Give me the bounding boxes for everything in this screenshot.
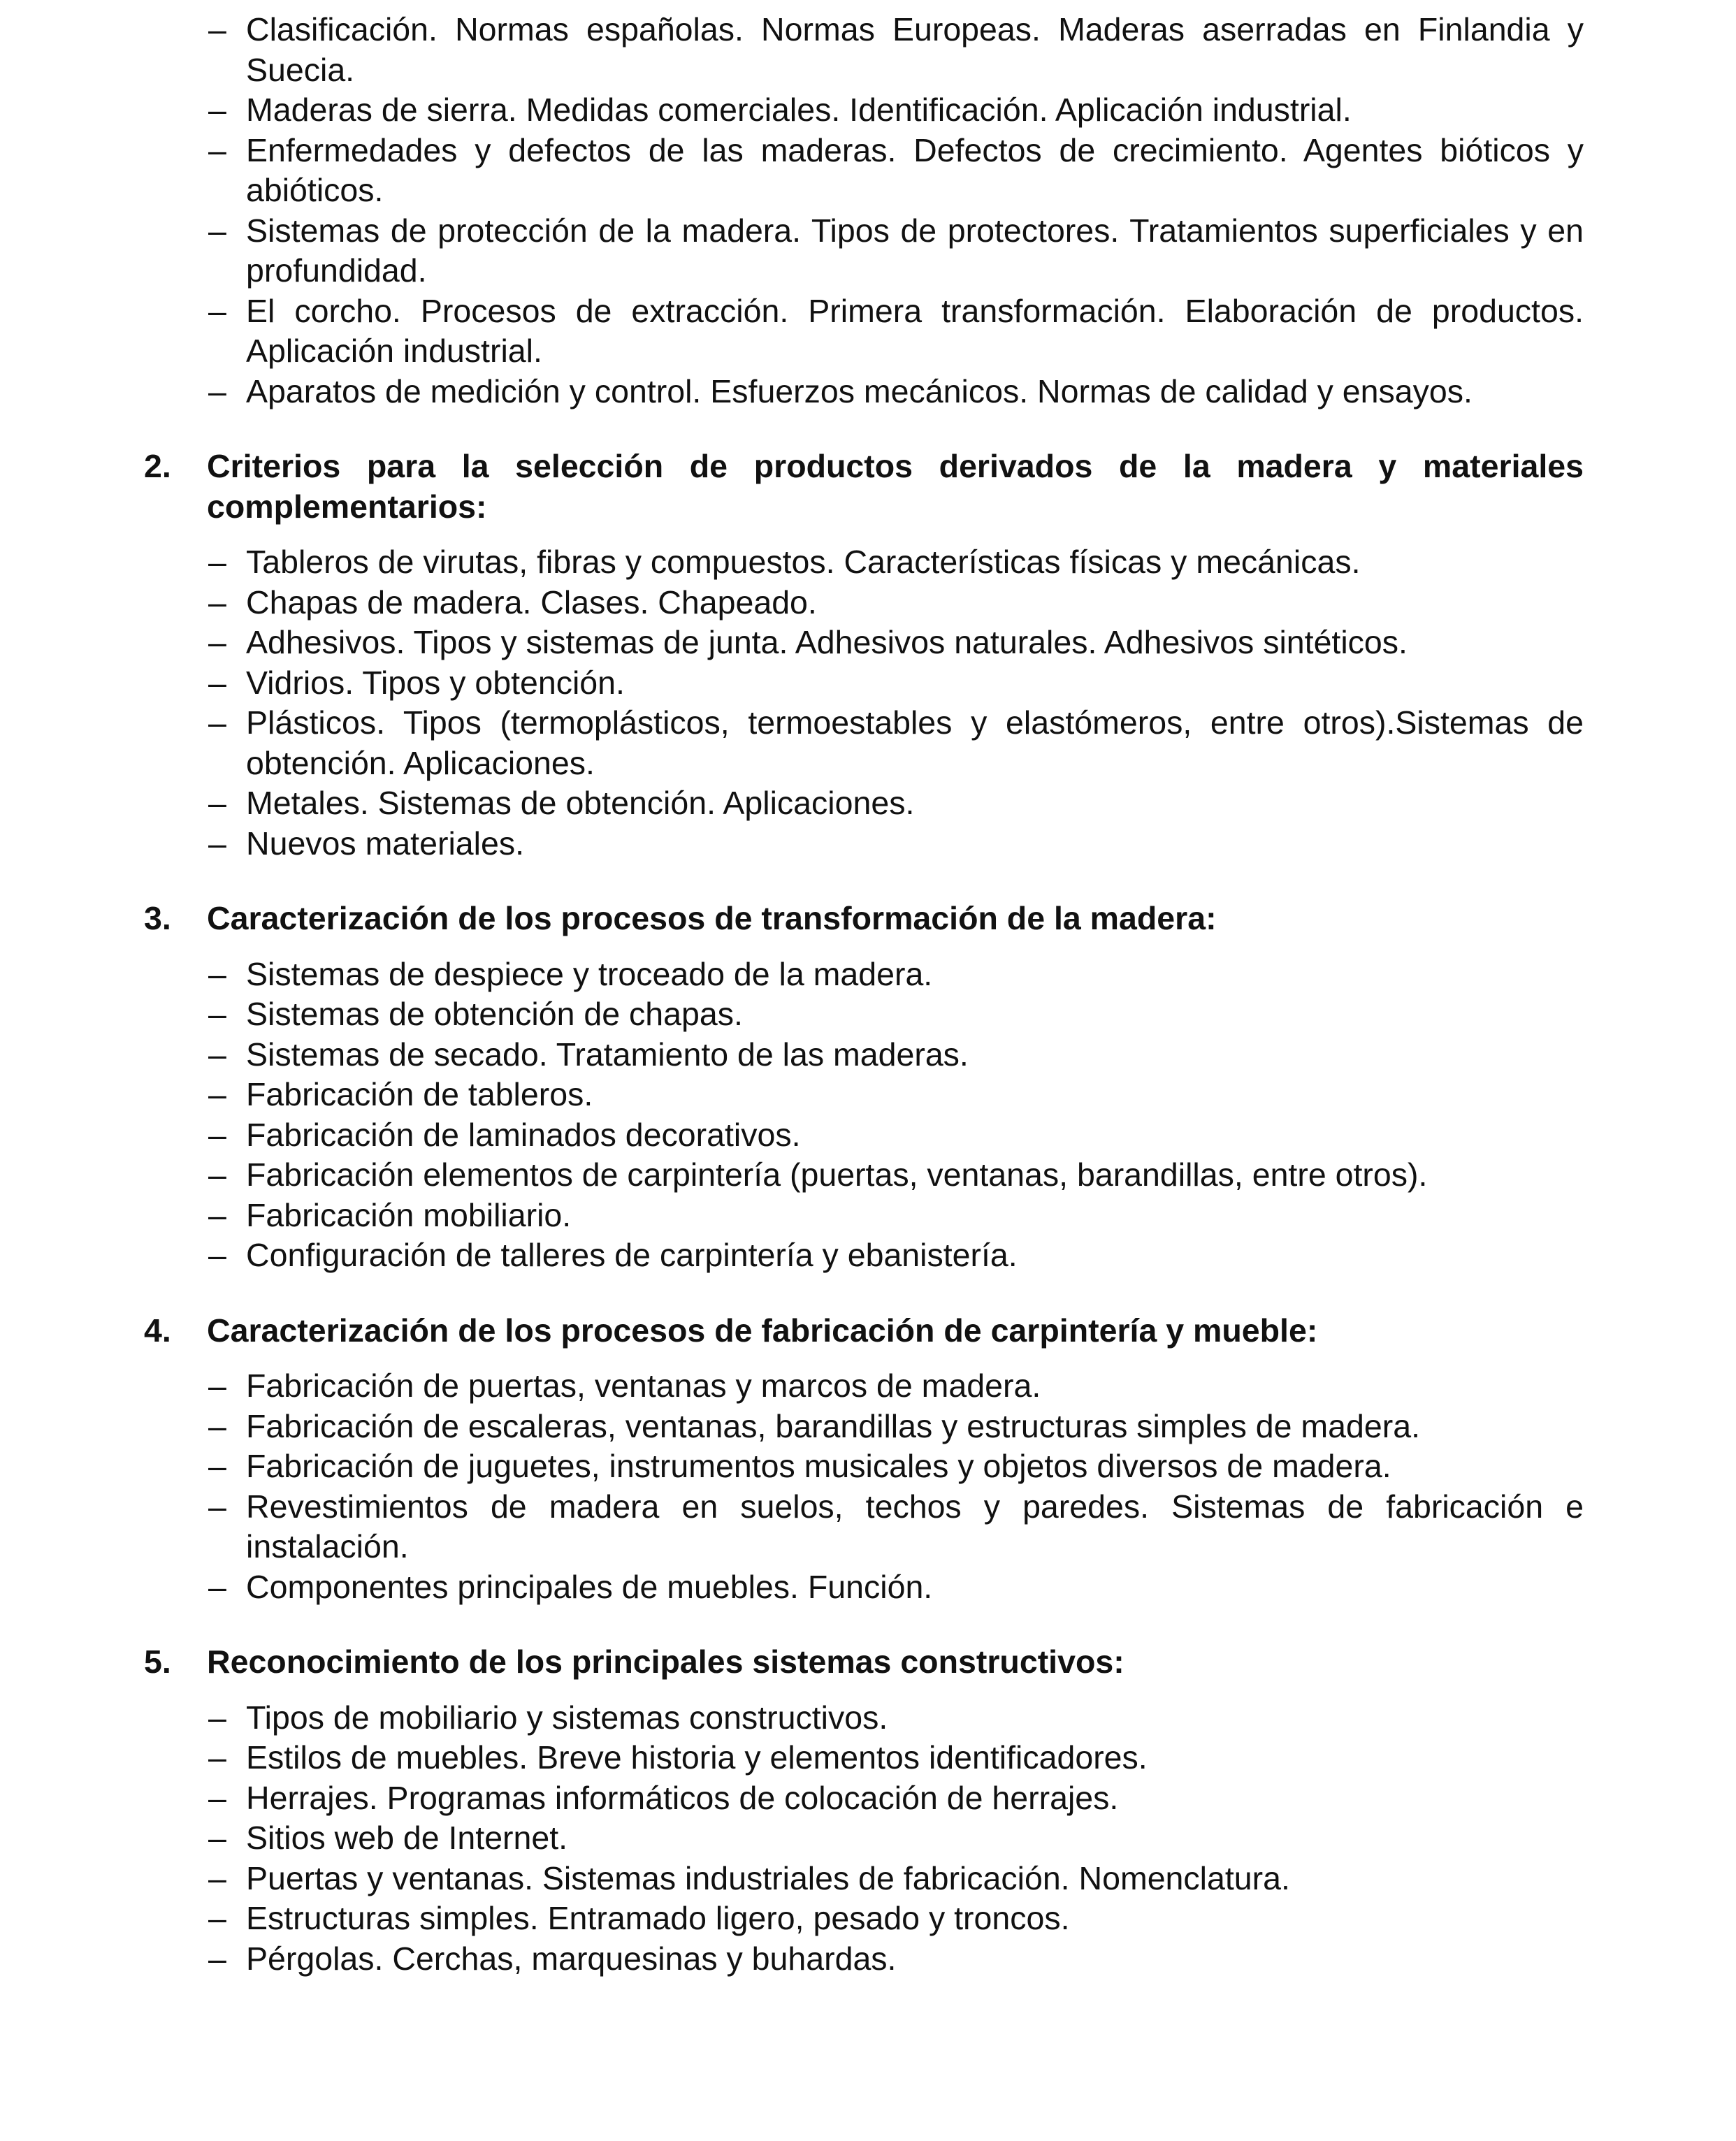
- section-5-list: [144, 1698, 1584, 1980]
- list-item-text: Configuración de talleres de carpintería y ebanistería.: [246, 1237, 1018, 1273]
- dash-bullet: –: [208, 212, 226, 249]
- list-item-text: Estilos de muebles. Breve historia y elementos identificadores.: [246, 1739, 1148, 1776]
- list-item-text: Fabricación de juguetes, instrumentos musicales y objetos diversos de madera.: [246, 1448, 1391, 1484]
- list-item-text: Revestimientos de madera en suelos, techos y paredes. Sistemas de fabricación e instalación.: [246, 1488, 1584, 1565]
- list-item: [144, 1859, 1584, 1899]
- list-item: [144, 1899, 1584, 1939]
- section-title: Reconocimiento de los principales sistemas constructivos:: [207, 1643, 1124, 1680]
- list-item: [144, 131, 1584, 211]
- list-item-text: Sitios web de Internet.: [246, 1820, 568, 1856]
- section-heading-5: [144, 1642, 1584, 1683]
- list-item-text: Enfermedades y defectos de las maderas. Defectos de crecimiento. Agentes bióticos y abióticos.: [246, 131, 1584, 208]
- list-item-text: Nuevos materiales.: [246, 825, 524, 862]
- list-item-text: Tipos de mobiliario y sistemas constructivos.: [246, 1699, 888, 1736]
- list-item: [144, 623, 1584, 663]
- section-title: Caracterización de los procesos de fabricación de carpintería y mueble:: [207, 1312, 1318, 1349]
- list-item-text: Estructuras simples. Entramado ligero, pesado y troncos.: [246, 1900, 1070, 1936]
- dash-bullet: –: [208, 1488, 226, 1525]
- list-item-text: Componentes principales de muebles. Función.: [246, 1568, 933, 1605]
- list-item-text: Fabricación mobiliario.: [246, 1196, 572, 1233]
- list-item-text: Fabricación elementos de carpintería (puertas, ventanas, barandillas, entre otros).: [246, 1156, 1428, 1193]
- list-item: [144, 1738, 1584, 1778]
- list-item-text: Vidrios. Tipos y obtención.: [246, 664, 625, 701]
- list-item-text: Maderas de sierra. Medidas comerciales. Identificación. Aplicación industrial.: [246, 92, 1352, 128]
- dash-bullet: –: [208, 624, 226, 660]
- intro-list: [144, 10, 1584, 412]
- list-item: [144, 1698, 1584, 1739]
- list-item: [144, 10, 1584, 90]
- list-item: [144, 542, 1584, 583]
- dash-bullet: –: [208, 825, 226, 862]
- dash-bullet: –: [208, 11, 226, 48]
- list-item-text: El corcho. Procesos de extracción. Primera transformación. Elaboración de productos. Aplicación industrial.: [246, 292, 1584, 369]
- section-heading-4: [144, 1311, 1584, 1351]
- section-title: Caracterización de los procesos de transformación de la madera:: [207, 900, 1217, 936]
- list-item: [144, 994, 1584, 1035]
- dash-bullet: –: [208, 1407, 226, 1444]
- list-item: [144, 1818, 1584, 1859]
- dash-bullet: –: [208, 1036, 226, 1073]
- dash-bullet: –: [208, 1739, 226, 1776]
- dash-bullet: –: [208, 785, 226, 821]
- list-item: [144, 1235, 1584, 1276]
- document-content: [144, 10, 1584, 1979]
- dash-bullet: –: [208, 1156, 226, 1193]
- section-3-list: [144, 955, 1584, 1276]
- list-item-text: Clasificación. Normas españolas. Normas Europeas. Maderas aserradas en Finlandia y Suecia.: [246, 11, 1584, 88]
- list-item: [144, 824, 1584, 864]
- list-item: [144, 1035, 1584, 1075]
- dash-bullet: –: [208, 1568, 226, 1605]
- list-item-text: Sistemas de obtención de chapas.: [246, 996, 743, 1032]
- dash-bullet: –: [208, 1076, 226, 1112]
- list-item: [144, 583, 1584, 623]
- list-item-text: Herrajes. Programas informáticos de colocación de herrajes.: [246, 1779, 1119, 1816]
- list-item-text: Pérgolas. Cerchas, marquesinas y buhardas.: [246, 1940, 897, 1977]
- list-item-text: Sistemas de despiece y troceado de la madera.: [246, 955, 933, 992]
- dash-bullet: –: [208, 664, 226, 701]
- list-item: [144, 1407, 1584, 1447]
- section-heading-3: [144, 899, 1584, 939]
- dash-bullet: –: [208, 1367, 226, 1404]
- dash-bullet: –: [208, 704, 226, 741]
- list-item-text: Fabricación de tableros.: [246, 1076, 593, 1112]
- section-2-list: [144, 542, 1584, 864]
- list-item-text: Adhesivos. Tipos y sistemas de junta. Adhesivos naturales. Adhesivos sintéticos.: [246, 624, 1408, 660]
- list-item-text: Tableros de virutas, fibras y compuestos. Características físicas y mecánicas.: [246, 544, 1361, 580]
- dash-bullet: –: [208, 1237, 226, 1273]
- list-item-text: Aparatos de medición y control. Esfuerzos mecánicos. Normas de calidad y ensayos.: [246, 372, 1473, 409]
- list-item-text: Metales. Sistemas de obtención. Aplicaciones.: [246, 785, 915, 821]
- dash-bullet: –: [208, 544, 226, 580]
- section-number: 4.: [144, 1312, 171, 1349]
- dash-bullet: –: [208, 996, 226, 1032]
- list-item-text: Plásticos. Tipos (termoplásticos, termoestables y elastómeros, entre otros).Sistemas de obtención. Aplicaciones.: [246, 704, 1584, 781]
- list-item: [144, 1196, 1584, 1236]
- dash-bullet: –: [208, 1448, 226, 1484]
- list-item: [144, 211, 1584, 291]
- section-4-list: [144, 1366, 1584, 1607]
- list-item-text: Puertas y ventanas. Sistemas industriales de fabricación. Nomenclatura.: [246, 1859, 1290, 1896]
- list-item-text: Sistemas de protección de la madera. Tipos de protectores. Tratamientos superficiales y en profundidad.: [246, 212, 1584, 289]
- list-item-text: Sistemas de secado. Tratamiento de las maderas.: [246, 1036, 969, 1073]
- list-item: [144, 1778, 1584, 1819]
- dash-bullet: –: [208, 955, 226, 992]
- dash-bullet: –: [208, 583, 226, 620]
- dash-bullet: –: [208, 292, 226, 329]
- list-item: [144, 1115, 1584, 1156]
- list-item: [144, 703, 1584, 783]
- dash-bullet: –: [208, 372, 226, 409]
- list-item: [144, 90, 1584, 131]
- dash-bullet: –: [208, 1820, 226, 1856]
- list-item: [144, 955, 1584, 995]
- list-item: [144, 372, 1584, 412]
- section-number: 5.: [144, 1643, 171, 1680]
- section-title: Criterios para la selección de productos derivados de la madera y materiales complementarios:: [207, 448, 1584, 525]
- dash-bullet: –: [208, 1779, 226, 1816]
- list-item: [144, 1567, 1584, 1608]
- list-item: [144, 1446, 1584, 1487]
- dash-bullet: –: [208, 1196, 226, 1233]
- dash-bullet: –: [208, 1859, 226, 1896]
- list-item: [144, 783, 1584, 824]
- section-number: 3.: [144, 900, 171, 936]
- dash-bullet: –: [208, 131, 226, 168]
- list-item-text: Fabricación de escaleras, ventanas, barandillas y estructuras simples de madera.: [246, 1407, 1420, 1444]
- list-item-text: Fabricación de puertas, ventanas y marcos de madera.: [246, 1367, 1041, 1404]
- list-item: [144, 291, 1584, 372]
- list-item: [144, 663, 1584, 704]
- list-item: [144, 1487, 1584, 1567]
- dash-bullet: –: [208, 1699, 226, 1736]
- section-heading-2: [144, 447, 1584, 527]
- list-item: [144, 1366, 1584, 1407]
- list-item: [144, 1075, 1584, 1115]
- list-item-text: Chapas de madera. Clases. Chapeado.: [246, 583, 817, 620]
- section-number: 2.: [144, 448, 171, 484]
- list-item-text: Fabricación de laminados decorativos.: [246, 1116, 801, 1153]
- dash-bullet: –: [208, 1116, 226, 1153]
- list-item: [144, 1155, 1584, 1196]
- list-item: [144, 1939, 1584, 1980]
- dash-bullet: –: [208, 1900, 226, 1936]
- dash-bullet: –: [208, 92, 226, 128]
- dash-bullet: –: [208, 1940, 226, 1977]
